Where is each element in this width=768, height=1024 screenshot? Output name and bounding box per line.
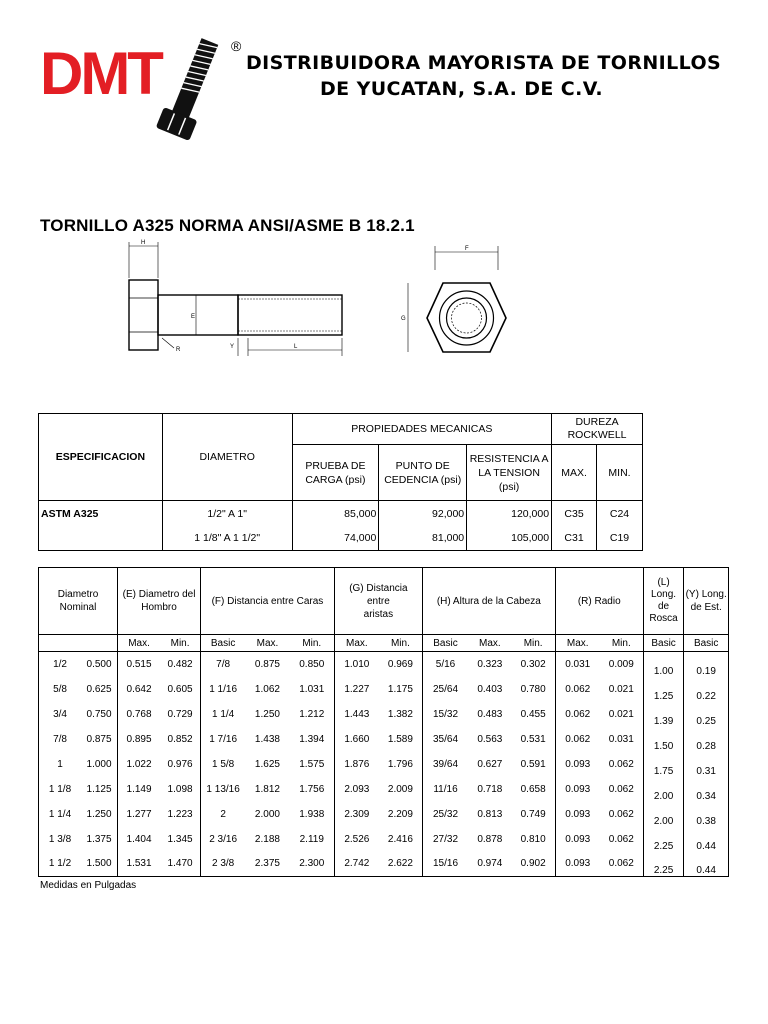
- cell-g-max: 1.660: [344, 733, 370, 745]
- cell-diametro-dec: 1.250: [81, 802, 117, 827]
- cell-h-basic: 27/32: [432, 833, 459, 845]
- header-f-distancia-caras: (F) Distancia entre Caras: [201, 568, 335, 635]
- cell-h-basic: 11/16: [433, 783, 458, 795]
- cell-g-max: 2.526: [344, 833, 370, 845]
- header-especificacion: ESPECIFICACION: [39, 414, 163, 501]
- cell-f-max: 1.062: [254, 683, 280, 695]
- cell-r-min: 0.031: [600, 727, 644, 752]
- cell-f-min: 1.212: [290, 702, 335, 727]
- header-prueba-line1: PRUEBA DE: [305, 459, 366, 472]
- cell-y-est: 0.19: [684, 652, 729, 677]
- subheader-basic: Basic: [684, 635, 729, 652]
- header-y-long-est: [684, 568, 729, 635]
- subheader-empty: [39, 635, 82, 652]
- cell-f-basic: 1 13/16: [206, 783, 240, 795]
- footnote: Medidas en Pulgadas: [40, 880, 137, 891]
- cell-h-min: 0.902: [512, 852, 556, 877]
- cell-g-max: 2.309: [344, 808, 370, 820]
- cell-diametro-frac: 1: [39, 752, 82, 777]
- cell-r-max: 0.062: [565, 708, 591, 720]
- company-name-line1: DISTRIBUIDORA MAYORISTA DE TORNILLOS: [246, 52, 722, 74]
- cell-e-max: 0.768: [126, 708, 152, 720]
- cell-h-basic: 35/64: [432, 733, 459, 745]
- cell-diametro-dec: 1.000: [81, 752, 117, 777]
- cell-r-max: 0.062: [565, 683, 591, 695]
- cell-dureza-min: C24: [597, 501, 643, 527]
- header-prueba-line2: CARGA (psi): [305, 473, 366, 486]
- cell-r-min: 0.021: [600, 677, 644, 702]
- cell-diametro-frac: 5/8: [39, 677, 82, 702]
- header-l-line2: de: [658, 601, 670, 612]
- cell-g-min: 2.209: [379, 802, 423, 827]
- cell-r-max: 0.031: [565, 658, 591, 670]
- cell-g-min: 2.622: [379, 852, 423, 877]
- cell-g-max: 1.010: [344, 658, 370, 670]
- cell-h-max: 0.403: [477, 683, 503, 695]
- cell-diametro: 1/2" A 1": [162, 501, 292, 527]
- cell-e-min: 0.729: [160, 702, 201, 727]
- cell-h-max: 0.563: [477, 733, 503, 745]
- cell-h-basic: 25/64: [432, 683, 459, 695]
- header-e-diametro-hombro: [118, 568, 201, 635]
- cell-g-max: 2.093: [344, 783, 370, 795]
- cell-l-rosca: 2.00: [643, 777, 684, 802]
- cell-diametro-dec: 0.500: [81, 652, 117, 677]
- cell-dureza-max: C35: [552, 501, 597, 527]
- company-logo: DMT: [40, 40, 161, 107]
- cell-r-max: 0.093: [565, 808, 591, 820]
- cell-e-max: 1.531: [118, 852, 161, 877]
- company-name-line2: DE YUCATAN, S.A. DE C.V.: [320, 78, 604, 100]
- diagram-label-r: R: [176, 347, 181, 353]
- header-punto-line1: PUNTO DE: [395, 459, 450, 472]
- cell-diametro-frac: 1 1/4: [39, 802, 82, 827]
- cell-diametro-dec: 0.875: [81, 727, 117, 752]
- cell-diametro-dec: 1.125: [81, 777, 117, 802]
- cell-e-min: 0.852: [160, 727, 201, 752]
- cell-diametro-frac: 1 1/2: [39, 852, 82, 877]
- cell-h-basic: 39/64: [432, 758, 459, 770]
- cell-e-min: 0.482: [160, 652, 201, 677]
- cell-g-min: 1.175: [379, 677, 423, 702]
- cell-e-min: 1.345: [160, 827, 201, 852]
- header-g-line1: (G) Distancia entre: [349, 582, 408, 607]
- cell-y-est: 0.34: [684, 777, 729, 802]
- cell-diametro-frac: 3/4: [39, 702, 82, 727]
- cell-f-basic: 2 3/8: [201, 852, 246, 877]
- cell-h-max: 0.813: [477, 808, 503, 820]
- cell-r-max: 0.093: [565, 758, 591, 770]
- cell-r-min: 0.062: [600, 752, 644, 777]
- table-row: [39, 827, 729, 852]
- cell-e-max: 1.404: [126, 833, 152, 845]
- header-diametro-line2: Nominal: [59, 602, 97, 613]
- table-row: [39, 501, 643, 527]
- header-l-line1: (L) Long.: [651, 577, 677, 600]
- header-l-long-rosca: [643, 568, 684, 635]
- cell-h-min: 0.749: [512, 802, 556, 827]
- subheader-empty: [81, 635, 117, 652]
- cell-tension: 105,000: [467, 527, 552, 551]
- header-e-line1: (E) Diametro del: [122, 589, 196, 600]
- cell-dureza-min: C19: [597, 527, 643, 551]
- header-g-line2: aristas: [363, 608, 394, 620]
- cell-prueba: 74,000: [292, 527, 379, 551]
- cell-h-min: 0.302: [512, 652, 556, 677]
- cell-h-basic: 15/32: [432, 708, 459, 720]
- cell-l-rosca: 1.00: [643, 652, 684, 677]
- cell-y-est: 0.28: [684, 727, 729, 752]
- header-resist-line2: LA TENSION (psi): [478, 466, 540, 493]
- cell-r-max: 0.093: [555, 852, 600, 877]
- cell-h-basic: 25/32: [432, 808, 459, 820]
- header-punto-de-cedencia: [379, 445, 467, 501]
- cell-f-basic: 1 5/8: [211, 758, 235, 770]
- header-diametro-line1: Diametro: [57, 589, 99, 600]
- header-punto-line2: CEDENCIA (psi): [384, 473, 462, 486]
- header-propiedades-mecanicas: PROPIEDADES MECANICAS: [292, 414, 552, 445]
- cell-f-min: 1.938: [290, 802, 335, 827]
- diagram-label-y: Y: [230, 344, 235, 350]
- cell-h-max: 0.878: [477, 833, 503, 845]
- cell-cedencia: 92,000: [379, 501, 467, 527]
- cell-r-min: 0.062: [600, 777, 644, 802]
- cell-g-min: 2.009: [379, 777, 423, 802]
- cell-f-max: 1.438: [254, 733, 280, 745]
- cell-y-est: 0.44: [684, 827, 729, 852]
- registered-mark: ®: [231, 38, 242, 54]
- cell-f-basic: 2: [220, 808, 226, 820]
- cell-g-min: 2.416: [379, 827, 423, 852]
- header-dureza-rockwell: [552, 414, 643, 445]
- cell-f-max: 2.188: [254, 833, 280, 845]
- cell-e-min: 1.470: [160, 852, 201, 877]
- cell-e-max: 0.642: [126, 683, 152, 695]
- header-min: MIN.: [597, 445, 643, 501]
- diagram-label-f: F: [465, 246, 469, 252]
- subheader-min: Min.: [160, 635, 201, 652]
- header-l-line3: Rosca: [649, 613, 678, 624]
- bolt-front-view-diagram: [398, 240, 528, 370]
- cell-y-est: 0.44: [684, 852, 729, 877]
- cell-cedencia: 81,000: [379, 527, 467, 551]
- header-diametro-nominal: [39, 568, 118, 635]
- cell-dureza-max: C31: [552, 527, 597, 551]
- header-r-radio: (R) Radio: [555, 568, 643, 635]
- cell-l-rosca: 1.25: [643, 677, 684, 702]
- table-row: [39, 777, 729, 802]
- cell-f-min: 2.300: [290, 852, 335, 877]
- cell-tension: 120,000: [467, 501, 552, 527]
- cell-r-min: 0.062: [600, 827, 644, 852]
- cell-f-max: 2.000: [254, 808, 280, 820]
- table-row: [39, 677, 729, 702]
- cell-f-basic: 2 3/16: [209, 833, 238, 845]
- cell-h-max: 0.627: [477, 758, 503, 770]
- header-y-line2: de Est.: [690, 602, 722, 613]
- cell-diametro-frac: 1/2: [39, 652, 82, 677]
- cell-r-min: 0.009: [600, 652, 644, 677]
- cell-h-min: 0.531: [512, 727, 556, 752]
- spec-name-empty: [39, 527, 163, 551]
- cell-f-min: 2.119: [290, 827, 335, 852]
- cell-f-min: 1.031: [290, 677, 335, 702]
- subheader-min: Min.: [512, 635, 556, 652]
- header-prueba-de-carga: [292, 445, 379, 501]
- cell-f-max: 2.375: [245, 852, 290, 877]
- cell-l-rosca: 1.39: [643, 702, 684, 727]
- cell-e-max: 0.515: [126, 658, 152, 670]
- cell-h-max: 0.483: [477, 708, 503, 720]
- cell-g-min: 1.796: [379, 752, 423, 777]
- cell-e-max: 0.895: [126, 733, 152, 745]
- header-diametro: DIAMETRO: [162, 414, 292, 501]
- cell-h-basic: 15/16: [422, 852, 468, 877]
- cell-y-est: 0.31: [684, 752, 729, 777]
- cell-h-basic: 5/16: [435, 658, 456, 670]
- cell-l-rosca: 1.50: [643, 727, 684, 752]
- cell-prueba: 85,000: [292, 501, 379, 527]
- diagram-label-l: L: [294, 344, 298, 350]
- bolt-side-view-diagram: [118, 234, 358, 364]
- cell-f-min: 1.394: [290, 727, 335, 752]
- subheader-max: Max.: [245, 635, 290, 652]
- cell-diametro-frac: 7/8: [39, 727, 82, 752]
- subheader-min: Min.: [379, 635, 423, 652]
- table-row: [39, 652, 729, 677]
- cell-g-max: 1.443: [344, 708, 370, 720]
- header-resistencia-tension: [467, 445, 552, 501]
- dimensions-table: [38, 567, 729, 877]
- header-dureza-line1: DUREZA: [575, 416, 619, 428]
- cell-r-min: 0.062: [600, 802, 644, 827]
- cell-y-est: 0.22: [684, 677, 729, 702]
- cell-f-min: 1.756: [290, 777, 335, 802]
- cell-h-min: 0.780: [512, 677, 556, 702]
- cell-r-min: 0.021: [600, 702, 644, 727]
- cell-g-max: 2.742: [334, 852, 379, 877]
- cell-e-min: 1.098: [160, 777, 201, 802]
- cell-f-basic: 1 1/16: [209, 683, 238, 695]
- cell-e-min: 0.605: [160, 677, 201, 702]
- cell-l-rosca: 2.25: [643, 827, 684, 852]
- cell-diametro-frac: 1 1/8: [39, 777, 82, 802]
- header-dureza-line2: ROCKWELL: [567, 429, 627, 441]
- cell-e-min: 1.223: [160, 802, 201, 827]
- cell-g-min: 1.589: [379, 727, 423, 752]
- cell-l-rosca: 2.25: [643, 852, 684, 877]
- subheader-min: Min.: [290, 635, 335, 652]
- spec-name: ASTM A325: [39, 501, 163, 527]
- cell-e-min: 0.976: [160, 752, 201, 777]
- subheader-max: Max.: [468, 635, 512, 652]
- cell-h-min: 0.591: [512, 752, 556, 777]
- cell-e-max: 1.022: [126, 758, 152, 770]
- cell-f-min: 0.850: [290, 652, 335, 677]
- subheader-basic: Basic: [201, 635, 246, 652]
- cell-diametro-dec: 0.625: [81, 677, 117, 702]
- table-row: [39, 527, 643, 551]
- document-title: TORNILLO A325 NORMA ANSI/ASME B 18.2.1: [40, 216, 415, 235]
- cell-f-basic: 1 1/4: [211, 708, 235, 720]
- header-g-distancia-aristas: [334, 568, 422, 635]
- diagram-label-h: H: [141, 240, 146, 246]
- cell-l-rosca: 2.00: [643, 802, 684, 827]
- cell-g-min: 1.382: [379, 702, 423, 727]
- header-e-line2: Hombro: [141, 602, 177, 613]
- cell-r-max: 0.093: [565, 833, 591, 845]
- cell-e-max: 1.149: [126, 783, 152, 795]
- subheader-max: Max.: [555, 635, 600, 652]
- cell-diametro-dec: 1.500: [81, 852, 117, 877]
- header-max: MAX.: [552, 445, 597, 501]
- subheader-basic: Basic: [422, 635, 468, 652]
- cell-e-max: 1.277: [126, 808, 152, 820]
- cell-f-max: 1.250: [254, 708, 280, 720]
- cell-diametro: 1 1/8" A 1 1/2": [162, 527, 292, 551]
- table-row: [39, 702, 729, 727]
- cell-f-max: 1.812: [254, 783, 280, 795]
- subheader-min: Min.: [600, 635, 644, 652]
- bolt-logo-icon: [150, 36, 232, 146]
- table-row: [39, 852, 729, 877]
- cell-h-max: 0.718: [477, 783, 503, 795]
- header-resist-line1: RESISTENCIA A: [469, 452, 549, 465]
- cell-g-min: 0.969: [379, 652, 423, 677]
- cell-h-max: 0.323: [477, 658, 503, 670]
- table-row: [39, 752, 729, 777]
- cell-h-max: 0.974: [468, 852, 512, 877]
- cell-diametro-dec: 1.375: [81, 827, 117, 852]
- cell-f-max: 1.625: [254, 758, 280, 770]
- header-h-altura-cabeza: (H) Altura de la Cabeza: [422, 568, 555, 635]
- cell-r-max: 0.062: [565, 733, 591, 745]
- cell-l-rosca: 1.75: [643, 752, 684, 777]
- cell-f-min: 1.575: [290, 752, 335, 777]
- diagram-label-e: E: [191, 314, 196, 320]
- cell-r-max: 0.093: [565, 783, 591, 795]
- diagram-label-g: G: [401, 316, 406, 322]
- cell-f-max: 0.875: [254, 658, 280, 670]
- cell-y-est: 0.25: [684, 702, 729, 727]
- cell-h-min: 0.810: [512, 827, 556, 852]
- cell-diametro-dec: 0.750: [81, 702, 117, 727]
- table-row: [39, 802, 729, 827]
- cell-r-min: 0.062: [600, 852, 644, 877]
- cell-f-basic: 7/8: [216, 658, 231, 670]
- cell-f-basic: 1 7/16: [209, 733, 238, 745]
- table-row: [39, 727, 729, 752]
- header-y-line1: (Y) Long.: [685, 589, 727, 600]
- subheader-max: Max.: [334, 635, 379, 652]
- subheader-max: Max.: [118, 635, 161, 652]
- cell-g-max: 1.227: [344, 683, 370, 695]
- mechanical-properties-table: [38, 413, 643, 551]
- cell-h-min: 0.658: [512, 777, 556, 802]
- cell-g-max: 1.876: [344, 758, 370, 770]
- cell-h-min: 0.455: [512, 702, 556, 727]
- cell-y-est: 0.38: [684, 802, 729, 827]
- cell-diametro-frac: 1 3/8: [39, 827, 82, 852]
- subheader-basic: Basic: [643, 635, 684, 652]
